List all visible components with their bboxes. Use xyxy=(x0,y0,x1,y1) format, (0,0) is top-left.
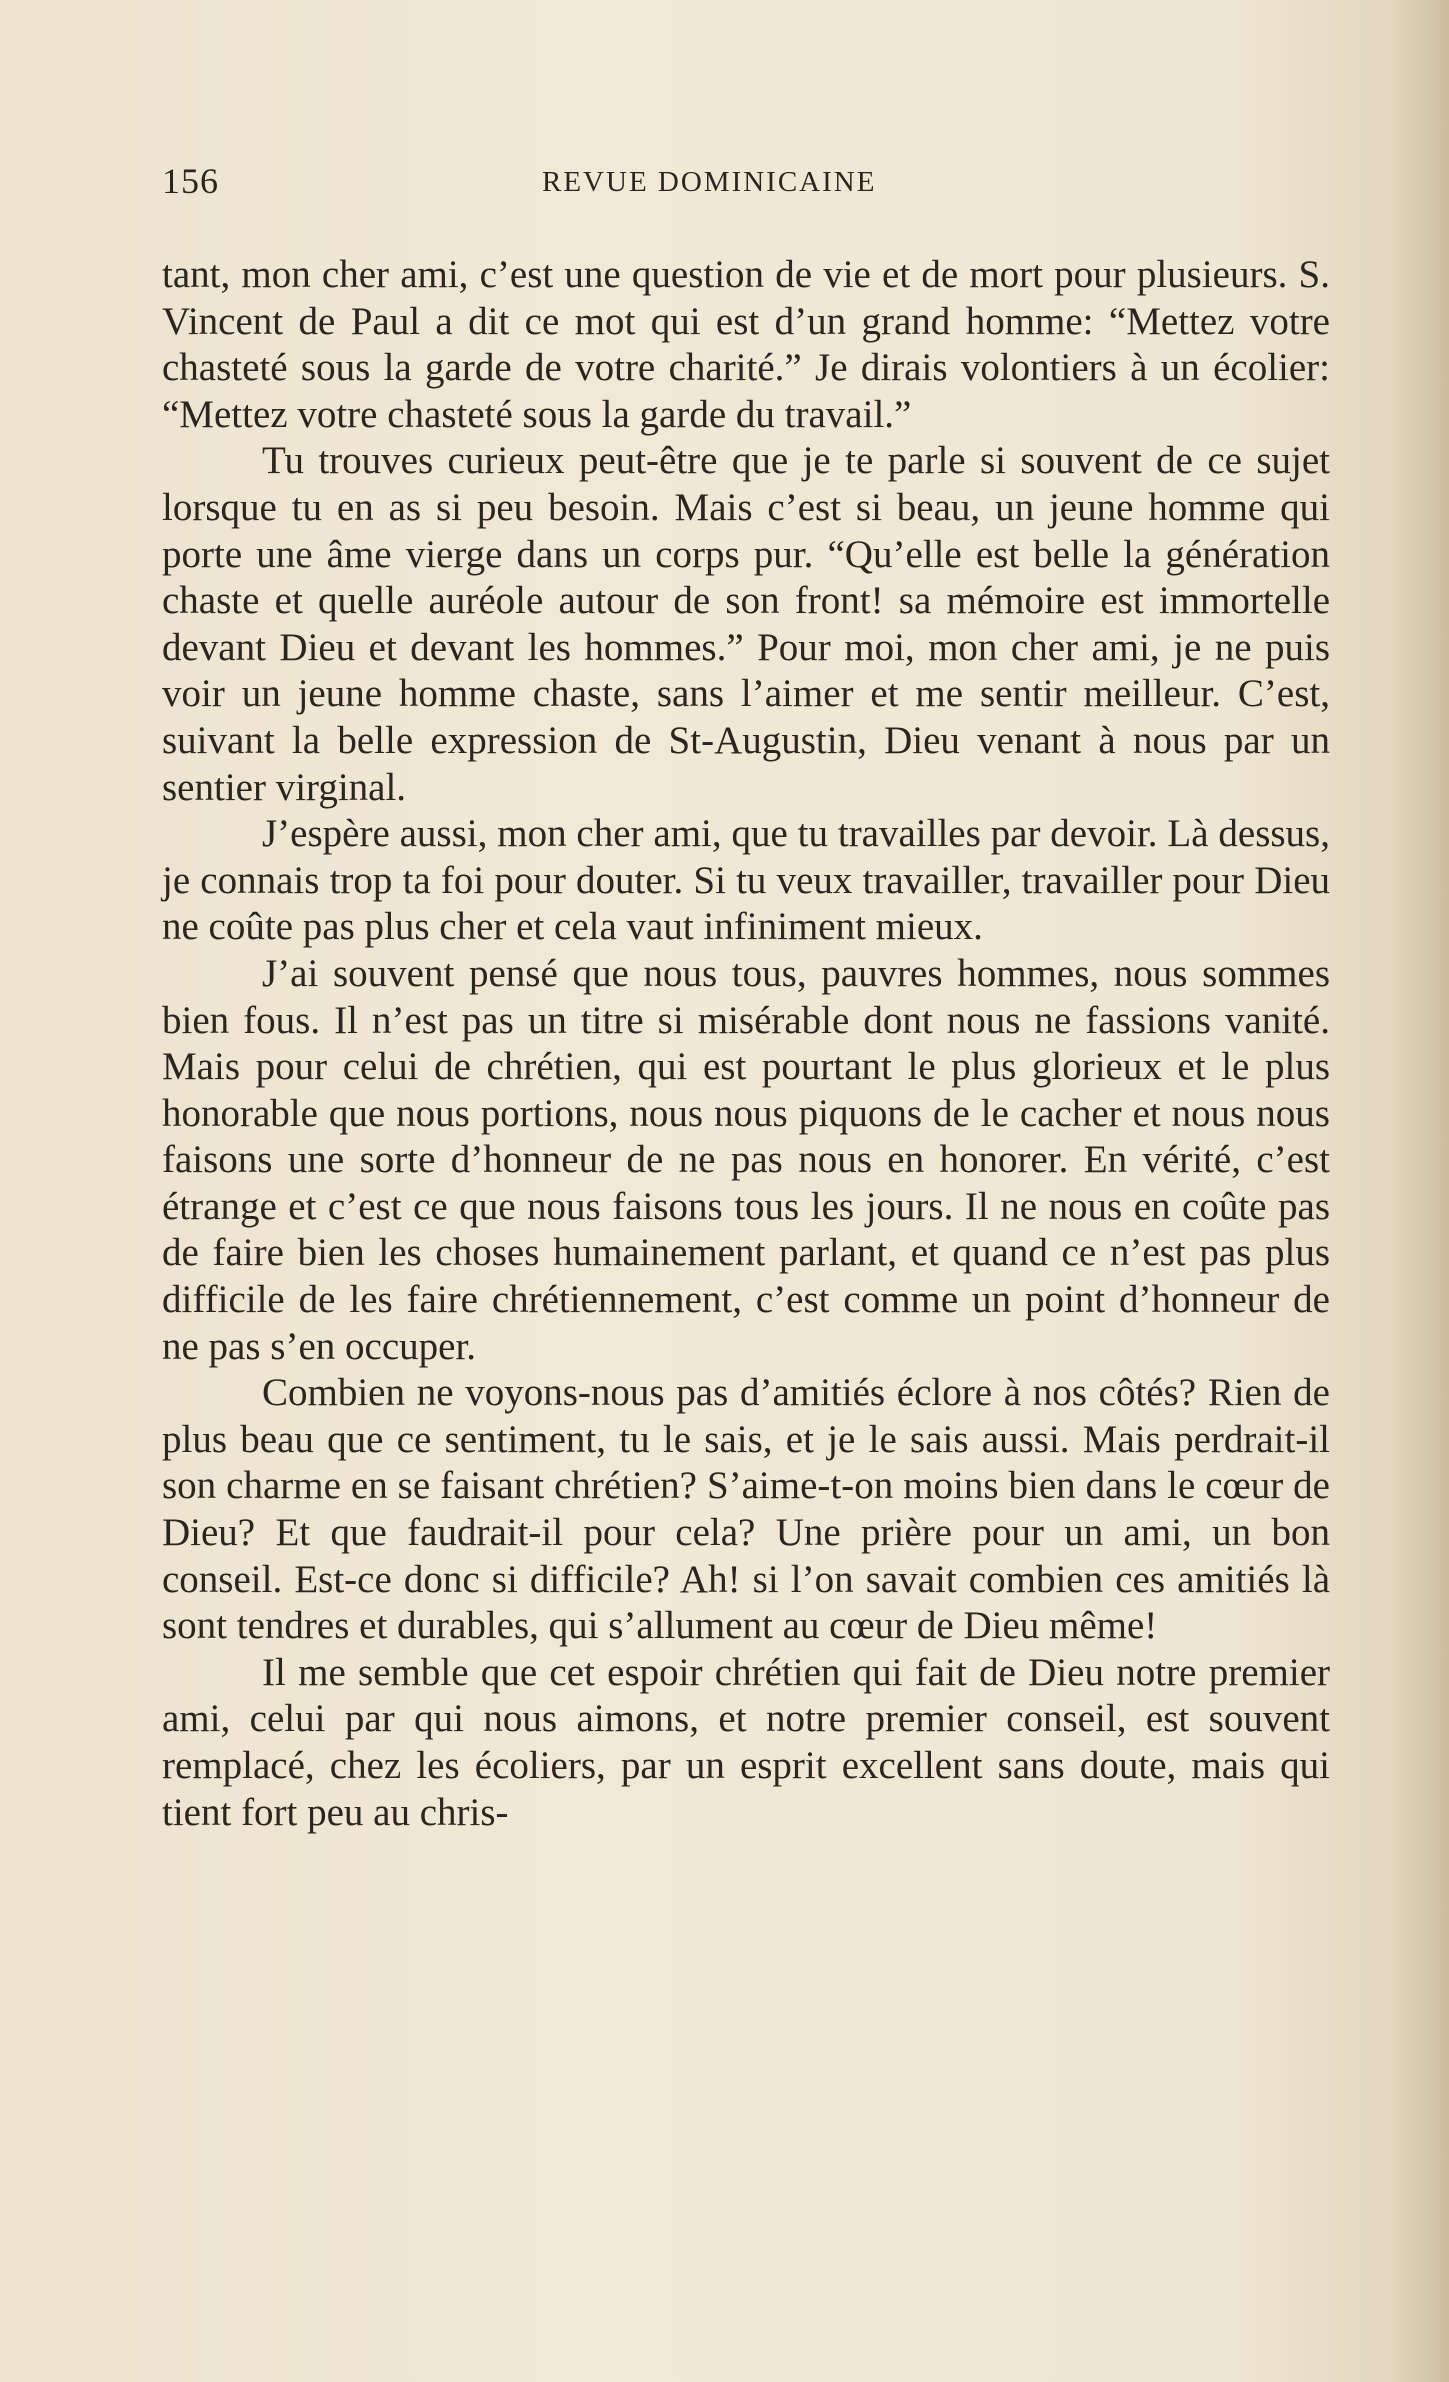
running-head: REVUE DOMINICAINE xyxy=(542,166,877,198)
paragraph-1: tant, mon cher ami, c’est une question de vie et de mort pour plusieurs. S. Vincent de Paul a dit ce mot qui est d’un grand homme: “Mettez votre chasteté sous la garde de votre charité.” Je dirais volontiers à un écolier: “Mettez votre chasteté sous la garde du travail.” xyxy=(162,253,1330,436)
paragraph-5: Combien ne voyons-nous pas d’amitiés éclore à nos côtés? Rien de plus beau que ce sentiment, tu le sais, et je le sais aussi. Mais perdrait-il son charme en se faisant chrétien? S’aime-t-on moins bien dans le cœur de Dieu? Et que faudrait-il pour cela? Une prière pour un ami, un bon conseil. Est-ce donc si difficile? Ah! si l’on savait combien ces amitiés là sont tendres et durables, qui s’allument au cœur de Dieu même! xyxy=(162,1371,1330,1648)
paragraph-6: Il me semble que cet espoir chrétien qui fait de Dieu notre premier ami, celui par qui nous aimons, et notre premier conseil, est souvent remplacé, chez les écoliers, par un esprit excellent sans doute, mais qui tient fort peu au chris- xyxy=(162,1650,1330,1834)
page-number: 156 xyxy=(162,161,219,201)
paragraph-2: Tu trouves curieux peut-être que je te parle si souvent de ce sujet lorsque tu en as si peu besoin. Mais c’est si beau, un jeune homme qui porte une âme vierge dans un corps pur. “Qu’elle est belle la génération chaste et quelle auréole autour de son front! sa mémoire est immortelle devant Dieu et devant les hommes.” Pour moi, mon cher ami, je ne puis voir un jeune homme chaste, sans l’aimer et me sentir meilleur. C’est, suivant la belle expression de St-Augustin, Dieu venant à nous par un sentier virginal. xyxy=(162,439,1330,809)
page-header xyxy=(162,160,1342,210)
paragraph-3: J’espère aussi, mon cher ami, que tu travailles par devoir. Là dessus, je connais trop ta foi pour douter. Si tu veux travailler, travailler pour Dieu ne coûte pas plus cher et cela vaut infiniment mieux. xyxy=(162,812,1330,949)
body-text xyxy=(162,252,1330,1836)
paragraph-4: J’ai souvent pensé que nous tous, pauvres hommes, nous sommes bien fous. Il n’est pas un titre si misérable dont nous ne fassions vanité. Mais pour celui de chrétien, qui est pourtant le plus glorieux et le plus honorable que nous portions, nous nous piquons de le cacher et nous nous faisons une sorte d’honneur de ne pas nous en honorer. En vérité, c’est étrange et c’est ce que nous faisons tous les jours. Il ne nous en coûte pas de faire bien les choses humainement parlant, et quand ce n’est pas plus difficile de les faire chrétiennement, c’est comme un point d’honneur de ne pas s’en occuper. xyxy=(162,951,1330,1368)
